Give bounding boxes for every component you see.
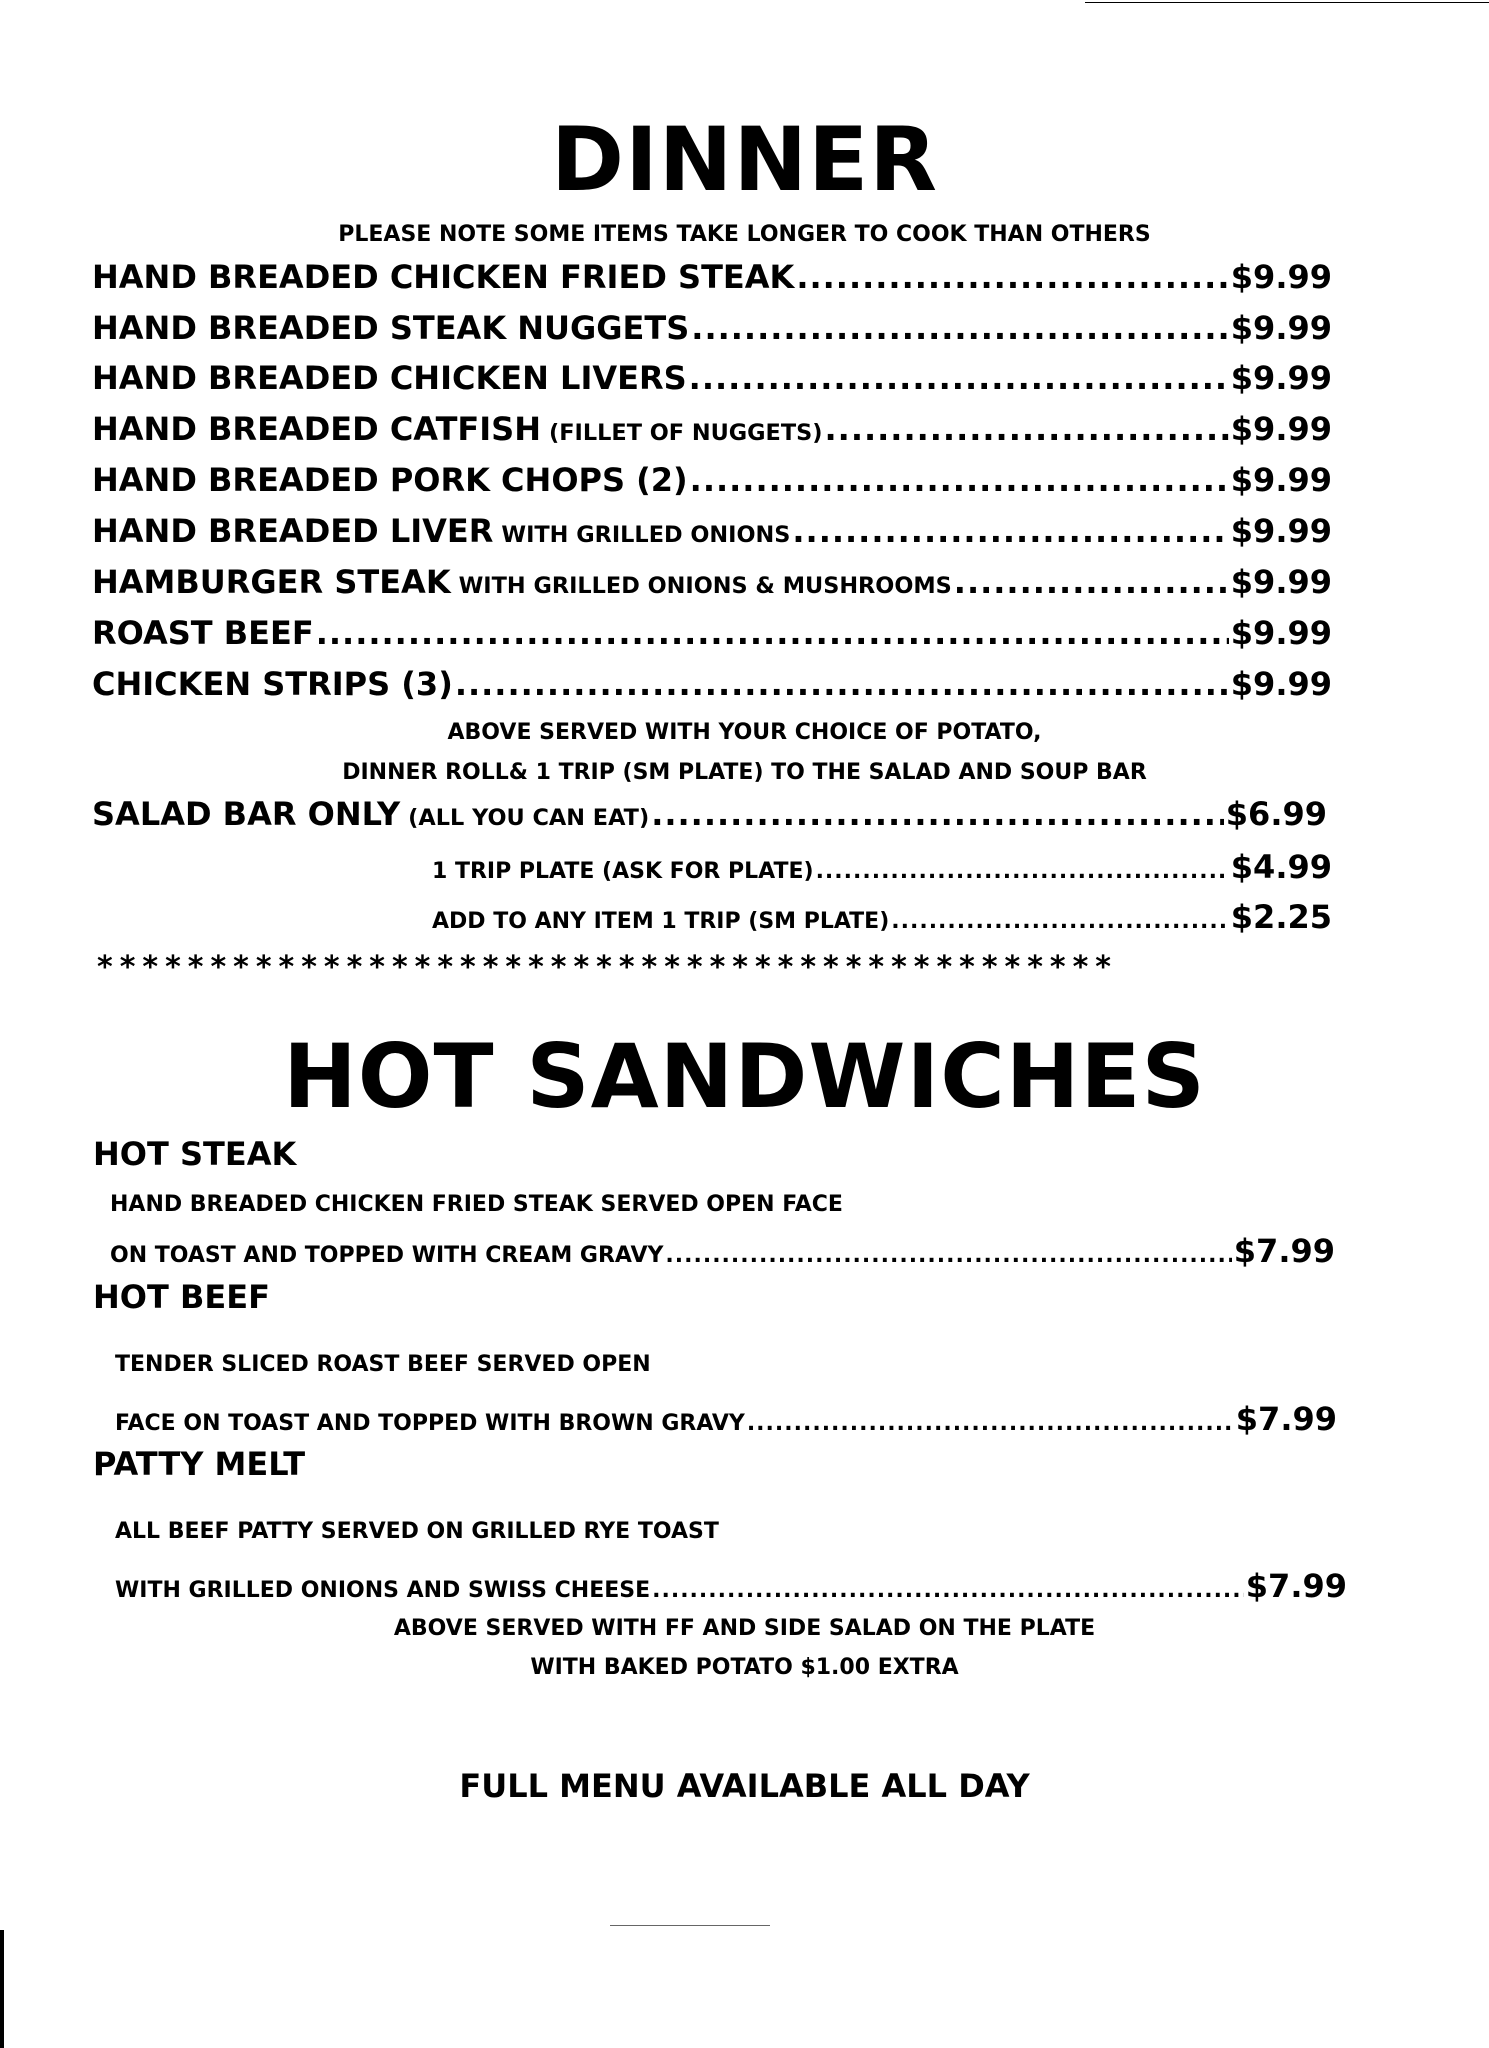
footer-note: FULL MENU AVAILABLE ALL DAY — [459, 1767, 1030, 1805]
sandwich-desc: ALL BEEF PATTY SERVED ON GRILLED RYE TOAST — [115, 1519, 719, 1544]
item-price: $9.99 — [1230, 461, 1332, 499]
item-price: $2.25 — [1230, 898, 1332, 936]
scan-edge-mark — [610, 1925, 770, 1926]
item-price: $9.99 — [1230, 512, 1332, 550]
hot-sandwiches-title: HOT SANDWICHES — [283, 1025, 1206, 1128]
item-name: SALAD BAR ONLY — [92, 795, 401, 833]
item-name: ROAST BEEF — [92, 614, 314, 652]
menu-item — [92, 563, 1332, 601]
dot-leader — [690, 461, 1229, 499]
menu-item — [92, 258, 1332, 296]
sandwich-price-line — [110, 1232, 1335, 1270]
sandwich-desc: ON TOAST AND TOPPED WITH CREAM GRAVY — [110, 1243, 664, 1268]
dot-leader — [652, 1578, 1244, 1603]
dot-leader — [651, 795, 1224, 833]
dot-leader — [792, 512, 1228, 550]
item-price: $9.99 — [1230, 665, 1332, 703]
dot-leader — [825, 410, 1229, 448]
sandwich-served-with: WITH BAKED POTATO $1.00 EXTRA — [530, 1655, 959, 1680]
item-name: CHICKEN STRIPS (3) — [92, 665, 453, 703]
item-note: WITH GRILLED ONIONS & MUSHROOMS — [458, 573, 952, 599]
scan-edge-mark — [0, 1930, 4, 2048]
dot-leader — [954, 563, 1229, 601]
dot-leader — [665, 1243, 1231, 1268]
menu-item — [92, 512, 1332, 550]
sandwich-desc: HAND BREADED CHICKEN FRIED STEAK SERVED OPEN FACE — [110, 1192, 843, 1217]
sandwich-name: HOT STEAK — [93, 1135, 297, 1173]
item-price: $9.99 — [1230, 410, 1332, 448]
item-name: HAND BREADED STEAK NUGGETS — [92, 309, 690, 347]
sandwich-price-line — [115, 1567, 1347, 1605]
item-price: $9.99 — [1230, 563, 1332, 601]
item-name: HAND BREADED CHICKEN LIVERS — [92, 359, 687, 397]
item-name: HAND BREADED PORK CHOPS (2) — [92, 461, 688, 499]
menu-item — [92, 410, 1332, 448]
sandwich-desc: FACE ON TOAST AND TOPPED WITH BROWN GRAVY — [115, 1411, 745, 1436]
dot-leader — [747, 1411, 1234, 1436]
sandwich-name: HOT BEEF — [93, 1278, 270, 1316]
item-note: WITH GRILLED ONIONS — [501, 522, 791, 548]
star-divider: ********************************************* — [97, 950, 1118, 985]
item-price: $7.99 — [1235, 1400, 1337, 1438]
menu-item — [92, 309, 1332, 347]
item-name: HAMBURGER STEAK — [92, 563, 451, 601]
dot-leader — [689, 359, 1229, 397]
dot-leader — [455, 665, 1229, 703]
sandwich-name: PATTY MELT — [93, 1445, 306, 1483]
menu-item — [92, 665, 1332, 703]
menu-item — [92, 359, 1332, 397]
item-name: HAND BREADED LIVER — [92, 512, 494, 550]
item-name: ADD TO ANY ITEM 1 TRIP (SM PLATE) — [432, 909, 890, 934]
salad-option — [432, 848, 1332, 886]
salad-option — [432, 898, 1332, 936]
dot-leader — [816, 859, 1229, 884]
salad-bar-item — [92, 795, 1327, 833]
item-price: $9.99 — [1230, 309, 1332, 347]
sandwich-desc: WITH GRILLED ONIONS AND SWISS CHEESE — [115, 1578, 651, 1603]
served-with-line: ABOVE SERVED WITH YOUR CHOICE OF POTATO, — [447, 720, 1042, 745]
item-price: $7.99 — [1245, 1567, 1347, 1605]
dinner-title: DINNER — [551, 108, 938, 211]
item-price: $9.99 — [1230, 258, 1332, 296]
dot-leader — [316, 614, 1229, 652]
dot-leader — [891, 909, 1229, 934]
item-price: $9.99 — [1230, 614, 1332, 652]
served-with-line: DINNER ROLL& 1 TRIP (SM PLATE) TO THE SALAD AND SOUP BAR — [342, 760, 1147, 785]
menu-item — [92, 461, 1332, 499]
item-price: $7.99 — [1233, 1232, 1335, 1270]
dinner-note: PLEASE NOTE SOME ITEMS TAKE LONGER TO COOK THAN OTHERS — [338, 222, 1151, 247]
item-name: 1 TRIP PLATE (ASK FOR PLATE) — [432, 859, 814, 884]
item-price: $6.99 — [1225, 795, 1327, 833]
dot-leader — [796, 258, 1228, 296]
item-note: (ALL YOU CAN EAT) — [408, 805, 650, 831]
item-name: HAND BREADED CATFISH — [92, 410, 541, 448]
sandwich-price-line — [115, 1400, 1337, 1438]
scan-edge-mark — [1085, 2, 1489, 3]
sandwich-served-with: ABOVE SERVED WITH FF AND SIDE SALAD ON THE PLATE — [393, 1616, 1096, 1641]
sandwich-desc: TENDER SLICED ROAST BEEF SERVED OPEN — [115, 1352, 651, 1377]
item-price: $4.99 — [1230, 848, 1332, 886]
item-note: (FILLET OF NUGGETS) — [549, 420, 823, 446]
dot-leader — [691, 309, 1229, 347]
item-price: $9.99 — [1230, 359, 1332, 397]
menu-item — [92, 614, 1332, 652]
item-name: HAND BREADED CHICKEN FRIED STEAK — [92, 258, 795, 296]
